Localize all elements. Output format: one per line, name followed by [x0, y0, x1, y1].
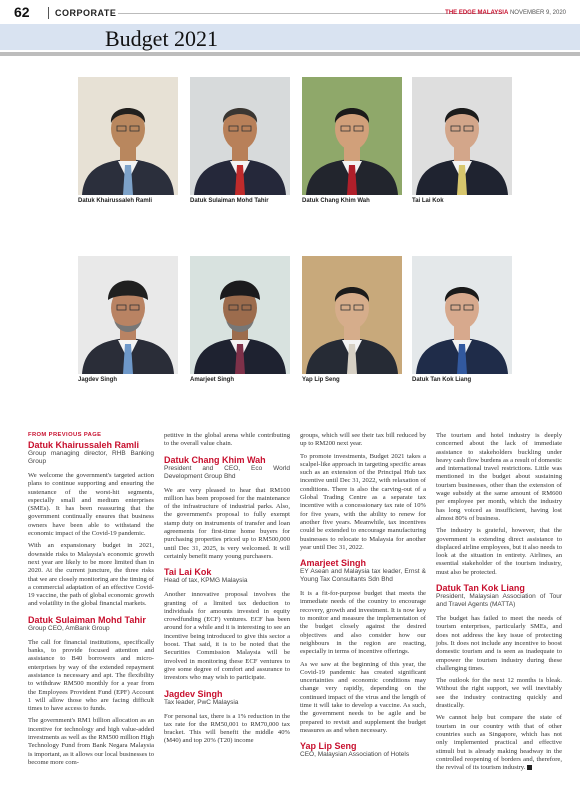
paragraph: As we saw at the beginning of this year, the Covid-19 pandemic has created significant uncertainties and economic conditions may change very rapidly, depending on the continued impact of the virus and the length of time it will take to develop a vaccine. As such, the government needs to be agile and be prepared to revisit and supplement the budget measures as and when necessary. [300, 660, 426, 734]
speaker-name: Datuk Tan Kok Liang [436, 583, 525, 594]
portrait-tan-kok-liang [412, 256, 512, 374]
paragraph: The budget has failed to meet the needs of tourism enterprises, particularly SMEs, and does not address the key issue of protecting jobs. It does not include any incentive to boost domestic tourism and is seen as inadequate to empower the tourism industry during these challenging times. [436, 615, 562, 672]
caption-chang-khim-wah: Datuk Chang Khim Wah [302, 198, 370, 204]
portrait-illustration [78, 256, 178, 374]
article-column-3 [300, 432, 426, 765]
speaker-role: EY Asean and Malaysia tax leader, Ernst & Young Tax Consultants Sdn Bhd [300, 568, 426, 584]
paragraph: The tourism and hotel industry is deeply concerned about the lack of immediate assistance to stakeholders buckling under heavy cash flow burdens as a result of domestic and international travel restrictions. Little was mentioned in the budget about sustaining tourism businesses, other than the extension of wage subsidy at the same amount of RM600 per employee per month, which the industry has long voiced as insufficient, having lost almost 80% of business. [436, 432, 562, 522]
speaker-name: Datuk Khairussaleh Ramli [28, 440, 140, 450]
paragraph: petitive in the global arena while contributing to the overall value chain. [164, 432, 290, 448]
speaker-role: Group CEO, AmBank Group [28, 624, 110, 632]
portrait-illustration [190, 77, 290, 195]
page-number: 62 [14, 4, 30, 20]
portrait-illustration [302, 256, 402, 374]
paragraph: With an expansionary budget in 2021, downside risks to Malaysia's economic growth next year are likely to be more limited than in 2020. At the current juncture, the three risks that we are closely monitoring are the timing of a commercial adaptation of an effective Covid-19 vaccine, the path of global economic growth and volatility in the global financial markets. [28, 542, 154, 608]
caption-sulaiman-mohd-tahir: Datuk Sulaiman Mohd Tahir [190, 198, 269, 204]
article-column-2 [164, 432, 290, 750]
portrait-illustration [302, 77, 402, 195]
paragraph: We welcome the government's targeted action plans to continue supporting and ensuring the sustenance of the worst-hit segments, especially small and medium enterprises (SMEs). It has been reassuring that the government continually ensures that business owners have been able to withstand the economic impact of the Covid-19 pandemic. [28, 472, 154, 538]
speaker-role: President and CEO, Eco World Development Group Bhd [164, 464, 290, 480]
paragraph: The call for financial institutions, specifically banks, to provide focused attention and assistance to B40 borrowers and micro-enterprises by way of the extended repayment assistance is necessary and apt. The flexibility to withdraw RM500 monthly for a year from the Employees Provident Fund (EPF) Account 1 will allow those who are facing difficult times to have access to funds. [28, 638, 154, 713]
header-divider [48, 7, 49, 19]
article-column-4 [436, 432, 562, 776]
paragraph: To promote investments, Budget 2021 takes a scalpel-like approach in targeting specific areas such as an extension of the Principal Hub tax incentive until Dec 31, 2022, with relaxation of conditions. There is also the carving-out of a Global Trading Centre as a separate tax incentive with a concessionary tax rate of 10% for five years, with the ability to renew for another five years. Meanwhile, tax incentives could be extended to encourage manufacturing businesses to relocate to Malaysia for another year until Dec 31, 2022. [300, 452, 426, 551]
speaker-role: CEO, Malaysian Association of Hotels [300, 751, 410, 759]
portrait-jagdev-singh [78, 256, 178, 374]
speaker-role: Head of tax, KPMG Malaysia [164, 577, 248, 585]
paragraph: Another innovative proposal involves the granting of a limited tax deduction to individuals for amounts invested in equity crowdfunding (ECF) ventures. ECF has been around for a while and it is interesting to see an incentive being introduced to give this sector a boost. That said, it is to be noted that the Securities Commission Malaysia will be involved in monitoring these ECF ventures to give some degree of comfort and assurance to investors who may wish to participate. [164, 591, 290, 682]
page-title: Budget 2021 [105, 26, 219, 51]
portrait-tai-lai-kok [412, 77, 512, 195]
portrait-amarjeet-singh [190, 256, 290, 374]
caption-yap-lip-seng: Yap Lip Seng [302, 377, 340, 383]
paragraph: The outlook for the next 12 months is bleak. Without the right support, we will inevitably see the industry contracting quickly and drastically. [436, 677, 562, 710]
portrait-sulaiman-mohd-tahir [190, 77, 290, 195]
paragraph-text: We cannot help but compare the state of tourism in our country with that of other countries such as Singapore, which has not only implemented practical and effective stimuli but is already making headway in the controlled reopening of borders and, therefore, the revival of its tourism industry. [436, 714, 562, 772]
caption-jagdev-singh: Jagdev Singh [78, 377, 118, 383]
paragraph: The government's RM1 billion allocation as an incentive for technology and high value-added investments as well as the RM500 million High Technology Fund from Bank Negara Malaysia is important, as it allows our local businesses to become more com- [28, 717, 154, 766]
paragraph: For personal tax, there is a 1% reduction in the tax rate for the RM50,001 to RM70,000 tax bracket. This will benefit the middle 40% (M40) and top 20% (T20) income [164, 712, 290, 745]
portrait-illustration [412, 256, 512, 374]
speaker-name: Tai Lai Kok [164, 567, 212, 578]
speaker-role: Group managing director, RHB Banking Group [28, 450, 154, 465]
portrait-illustration [78, 77, 178, 195]
grey-strip [0, 52, 580, 56]
speaker-name: Datuk Sulaiman Mohd Tahir [28, 614, 146, 625]
portrait-chang-khim-wah [302, 77, 402, 195]
paragraph [436, 714, 562, 772]
caption-amarjeet-singh: Amarjeet Singh [190, 377, 235, 383]
title-band [0, 24, 580, 50]
caption-khairussaleh-ramli: Datuk Khairussaleh Ramli [78, 198, 153, 204]
caption-tan-kok-liang: Datuk Tan Kok Liang [412, 377, 472, 383]
paragraph: The industry is grateful, however, that the government is extending direct assistance to displaced airline employees, but it also needs to look at the situation in entirety. Airlines, an essential stakeholder of the tourism industry, must also be protected. [436, 527, 562, 576]
portrait-illustration [190, 256, 290, 374]
end-mark-icon [527, 765, 532, 770]
paragraph: groups, which will see their tax bill reduced by up to RM200 next year. [300, 432, 426, 448]
paragraph: It is a fit-for-purpose budget that meets the immediate needs of the country to encourage recovery, growth and investment. It is now key to monitor and measure the implementation of the budget closely against the desired objectives and also consider how our neighbours in the region are reacting, especially in terms of incentive offerings. [300, 590, 426, 656]
speaker-name: Amarjeet Singh [300, 558, 367, 569]
portrait-illustration [412, 77, 512, 195]
publication-line [445, 10, 566, 16]
speaker-role: Tax leader, PwC Malaysia [164, 698, 239, 706]
publication-date: NOVEMBER 9, 2020 [509, 10, 566, 16]
portrait-khairussaleh-ramli [78, 77, 178, 195]
speaker-name: Jagdev Singh [164, 688, 223, 699]
continuation-kicker: FROM PREVIOUS PAGE [28, 432, 102, 438]
portrait-yap-lip-seng [302, 256, 402, 374]
section-label: CORPORATE [55, 8, 117, 18]
speaker-role: President, Malaysian Association of Tour and Travel Agents (MATTA) [436, 593, 562, 609]
publication-name: THE EDGE MALAYSIA [445, 10, 509, 16]
speaker-name: Datuk Chang Khim Wah [164, 454, 266, 465]
page-header [0, 0, 580, 24]
caption-tai-lai-kok: Tai Lai Kok [412, 198, 444, 204]
article-column-1 [28, 432, 154, 771]
speaker-name: Yap Lip Seng [300, 741, 357, 752]
paragraph: We are very pleased to hear that RM100 million has been proposed for the maintenance of the infrastructure of industrial parks. Also, the government's proposal to fully exempt stamp duty on instruments of transfer and loan agreements for first-time home buyers for purchasing properties priced up to RM500,000 until Dec 31, 2025, is very welcomed. It will certainly benefit many young purchasers. [164, 486, 290, 560]
